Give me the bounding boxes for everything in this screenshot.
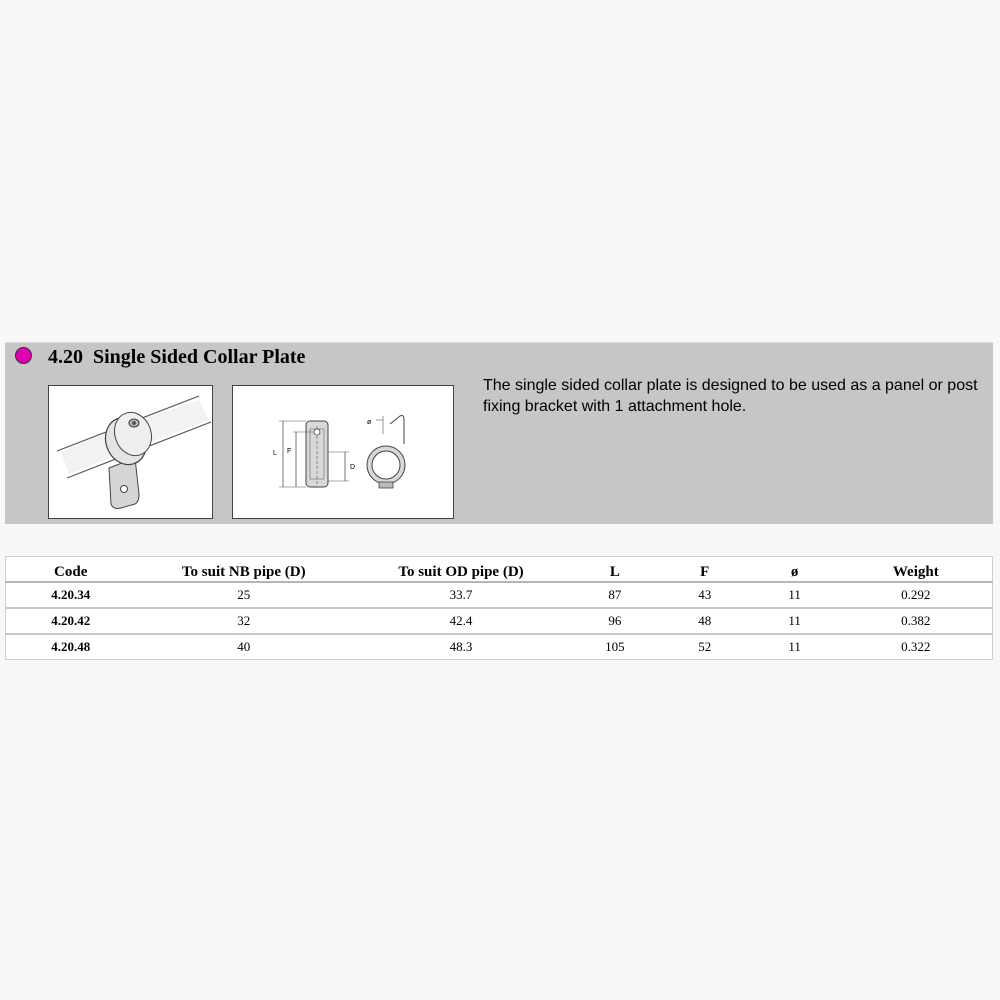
dim-label-phi: ø: [367, 419, 372, 426]
table-row: [6, 634, 993, 660]
dim-label-l: L: [273, 450, 277, 457]
dim-label-f: F: [287, 448, 292, 455]
dimension-drawing: [232, 385, 454, 519]
header-od-pipe: To suit OD pipe (D): [352, 557, 570, 583]
cell-nb-pipe: 25: [135, 582, 352, 608]
table-row: [6, 582, 993, 608]
cell-l: 105: [605, 639, 625, 654]
product-photo: [48, 385, 213, 519]
cell-l: 87: [570, 582, 660, 608]
header-weight: Weight: [840, 557, 993, 583]
section-number: 4.20: [48, 346, 83, 368]
header-code: Code: [6, 557, 136, 583]
section-description: The single sided collar plate is designed to be used as a panel or post fixing bracket with 1 attachment hole.: [483, 377, 978, 415]
header-f: F: [660, 557, 750, 583]
table-header-row: [6, 557, 993, 583]
cell-diameter: 11: [788, 639, 801, 654]
collar-plate-dimension-drawing-icon: [233, 386, 453, 518]
cell-l: 96: [570, 608, 660, 634]
cell-f: 48: [660, 608, 750, 634]
cell-code: 4.20.42: [6, 608, 136, 634]
cell-diameter: 11: [750, 582, 840, 608]
header-nb-pipe: To suit NB pipe (D): [135, 557, 352, 583]
dim-label-d: D: [350, 464, 356, 471]
specification-table: [5, 556, 993, 660]
cell-weight: 0.382: [840, 608, 993, 634]
section-name: Single Sided Collar Plate: [93, 346, 306, 368]
cell-weight: 0.292: [840, 582, 993, 608]
collar-plate-on-pipe-illustration-icon: [49, 386, 212, 518]
cell-nb-pipe: 32: [135, 608, 352, 634]
cell-f: 52: [698, 639, 712, 654]
section-bullet-icon: [15, 347, 32, 364]
cell-nb-pipe: 40: [237, 639, 251, 654]
header-l: L: [570, 557, 660, 583]
table-row: [6, 608, 993, 634]
section-title: [48, 345, 305, 369]
cell-f: 43: [660, 582, 750, 608]
cell-od-pipe: 48.3: [449, 639, 473, 654]
header-diameter: ø: [750, 557, 840, 583]
cell-weight: 0.322: [901, 639, 931, 654]
cell-od-pipe: 33.7: [352, 582, 570, 608]
cell-diameter: 11: [750, 608, 840, 634]
cell-code: 4.20.34: [6, 582, 136, 608]
cell-od-pipe: 42.4: [352, 608, 570, 634]
cell-code: 4.20.48: [51, 639, 91, 654]
